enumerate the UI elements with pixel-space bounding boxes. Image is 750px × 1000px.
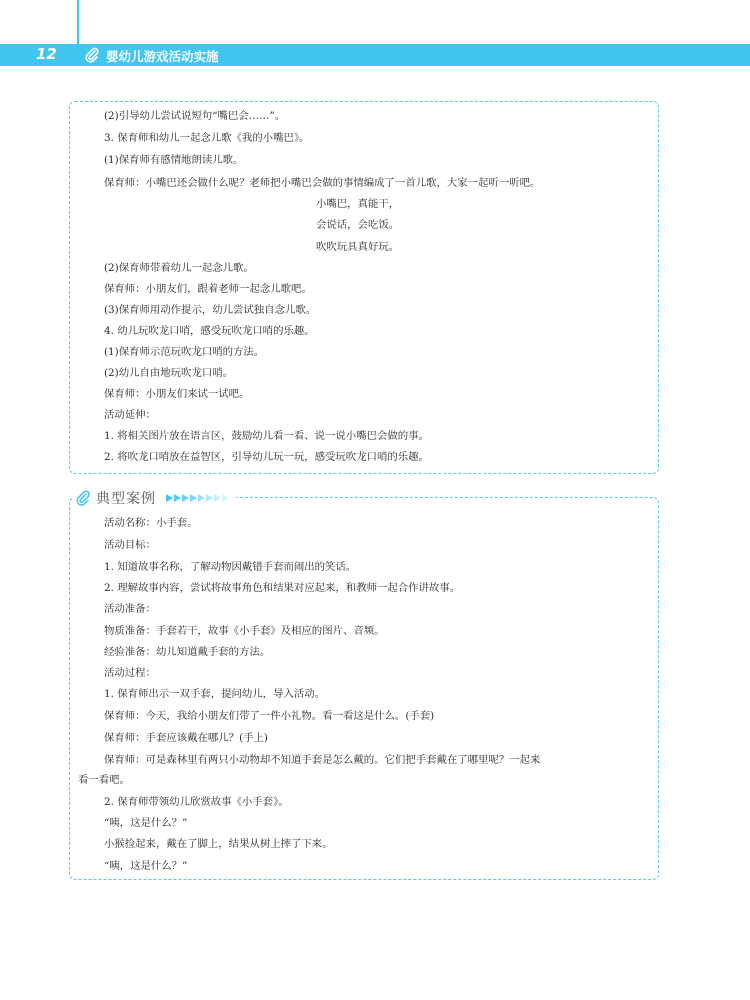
text-line: 保育师：小嘴巴还会做什么呢？老师把小嘴巴会做的事情编成了一首儿歌，大家一起听一听吧。: [104, 177, 541, 189]
text-line: 保育师：可是森林里有两只小动物却不知道手套是怎么戴的。它们把手套戴在了哪里呢？一起来: [104, 754, 541, 766]
text-line: (1)保育师示范玩吹龙口哨的方法。: [104, 346, 265, 358]
text-line: 保育师：小朋友们，跟着老师一起念儿歌吧。: [104, 283, 312, 295]
text-line: “咦，这是什么？”: [104, 817, 188, 829]
case-study-heading: [72, 488, 236, 508]
text-line: 经验准备：幼儿知道戴手套的方法。: [104, 646, 271, 658]
page-number: 12: [36, 45, 57, 63]
text-line: 2. 保育师带领幼儿欣赏故事《小手套》。: [104, 796, 289, 808]
text-line: (2)保育师带着幼儿一起念儿歌。: [104, 262, 254, 274]
text-line: 1. 保育师出示一双手套，提问幼儿，导入活动。: [104, 688, 326, 700]
text-line: 保育师：今天，我给小朋友们带了一件小礼物。看一看这是什么。(手套): [104, 710, 435, 722]
paperclip-icon: [74, 489, 92, 507]
header-vertical-rule: [77, 0, 79, 44]
text-line: 保育师：手套应该戴在哪儿？(手上): [104, 732, 268, 744]
text-line: 活动准备：: [104, 603, 156, 615]
paperclip-icon: [84, 47, 100, 63]
text-line: (2)幼儿自由地玩吹龙口哨。: [104, 367, 234, 379]
text-line: 2. 理解故事内容，尝试将故事角色和结果对应起来，和教师一起合作讲故事。: [104, 582, 461, 594]
text-line: (1)保育师有感情地朗读儿歌。: [104, 154, 244, 166]
text-line: 活动名称：小手套。: [104, 517, 198, 529]
text-line: (3)保育师用动作提示，幼儿尝试独自念儿歌。: [104, 304, 317, 316]
header-bar: [0, 44, 750, 66]
text-line: 1. 知道故事名称，了解动物因戴错手套而闹出的笑话。: [104, 561, 357, 573]
text-line: 小猴捡起来，戴在了脚上，结果从树上摔了下来。: [104, 838, 333, 850]
poem-line: 吹吹玩具真好玩。: [316, 241, 400, 253]
text-line: 保育师：小朋友们来试一试吧。: [104, 388, 250, 400]
text-line: (2)引导幼儿尝试说短句“嘴巴会……”。: [104, 110, 286, 122]
poem-line: 小嘴巴，真能干，: [316, 198, 400, 210]
text-line: 4. 幼儿玩吹龙口哨，感受玩吹龙口哨的乐趣。: [104, 325, 315, 337]
poem-line: 会说话，会吃饭。: [316, 219, 400, 231]
text-line: 活动过程：: [104, 667, 156, 679]
text-line: 活动目标：: [104, 539, 156, 551]
text-line: 活动延伸：: [104, 409, 156, 421]
text-line: 2. 将吹龙口哨放在益智区，引导幼儿玩一玩，感受玩吹龙口哨的乐趣。: [104, 451, 429, 463]
arrow-decoration: [166, 494, 230, 502]
text-line: 3. 保育师和幼儿一起念儿歌《我的小嘴巴》。: [104, 132, 310, 144]
case-study-title: 典型案例: [96, 491, 156, 507]
text-line: “咦，这是什么？”: [104, 860, 188, 872]
text-line: 看一看吧。: [78, 774, 130, 786]
header-title: 婴幼儿游戏活动实施: [106, 49, 219, 64]
text-line: 1. 将相关图片放在语言区，鼓励幼儿看一看、说一说小嘴巴会做的事。: [104, 430, 429, 442]
text-line: 物质准备：手套若干，故事《小手套》及相应的图片、音频。: [104, 625, 385, 637]
